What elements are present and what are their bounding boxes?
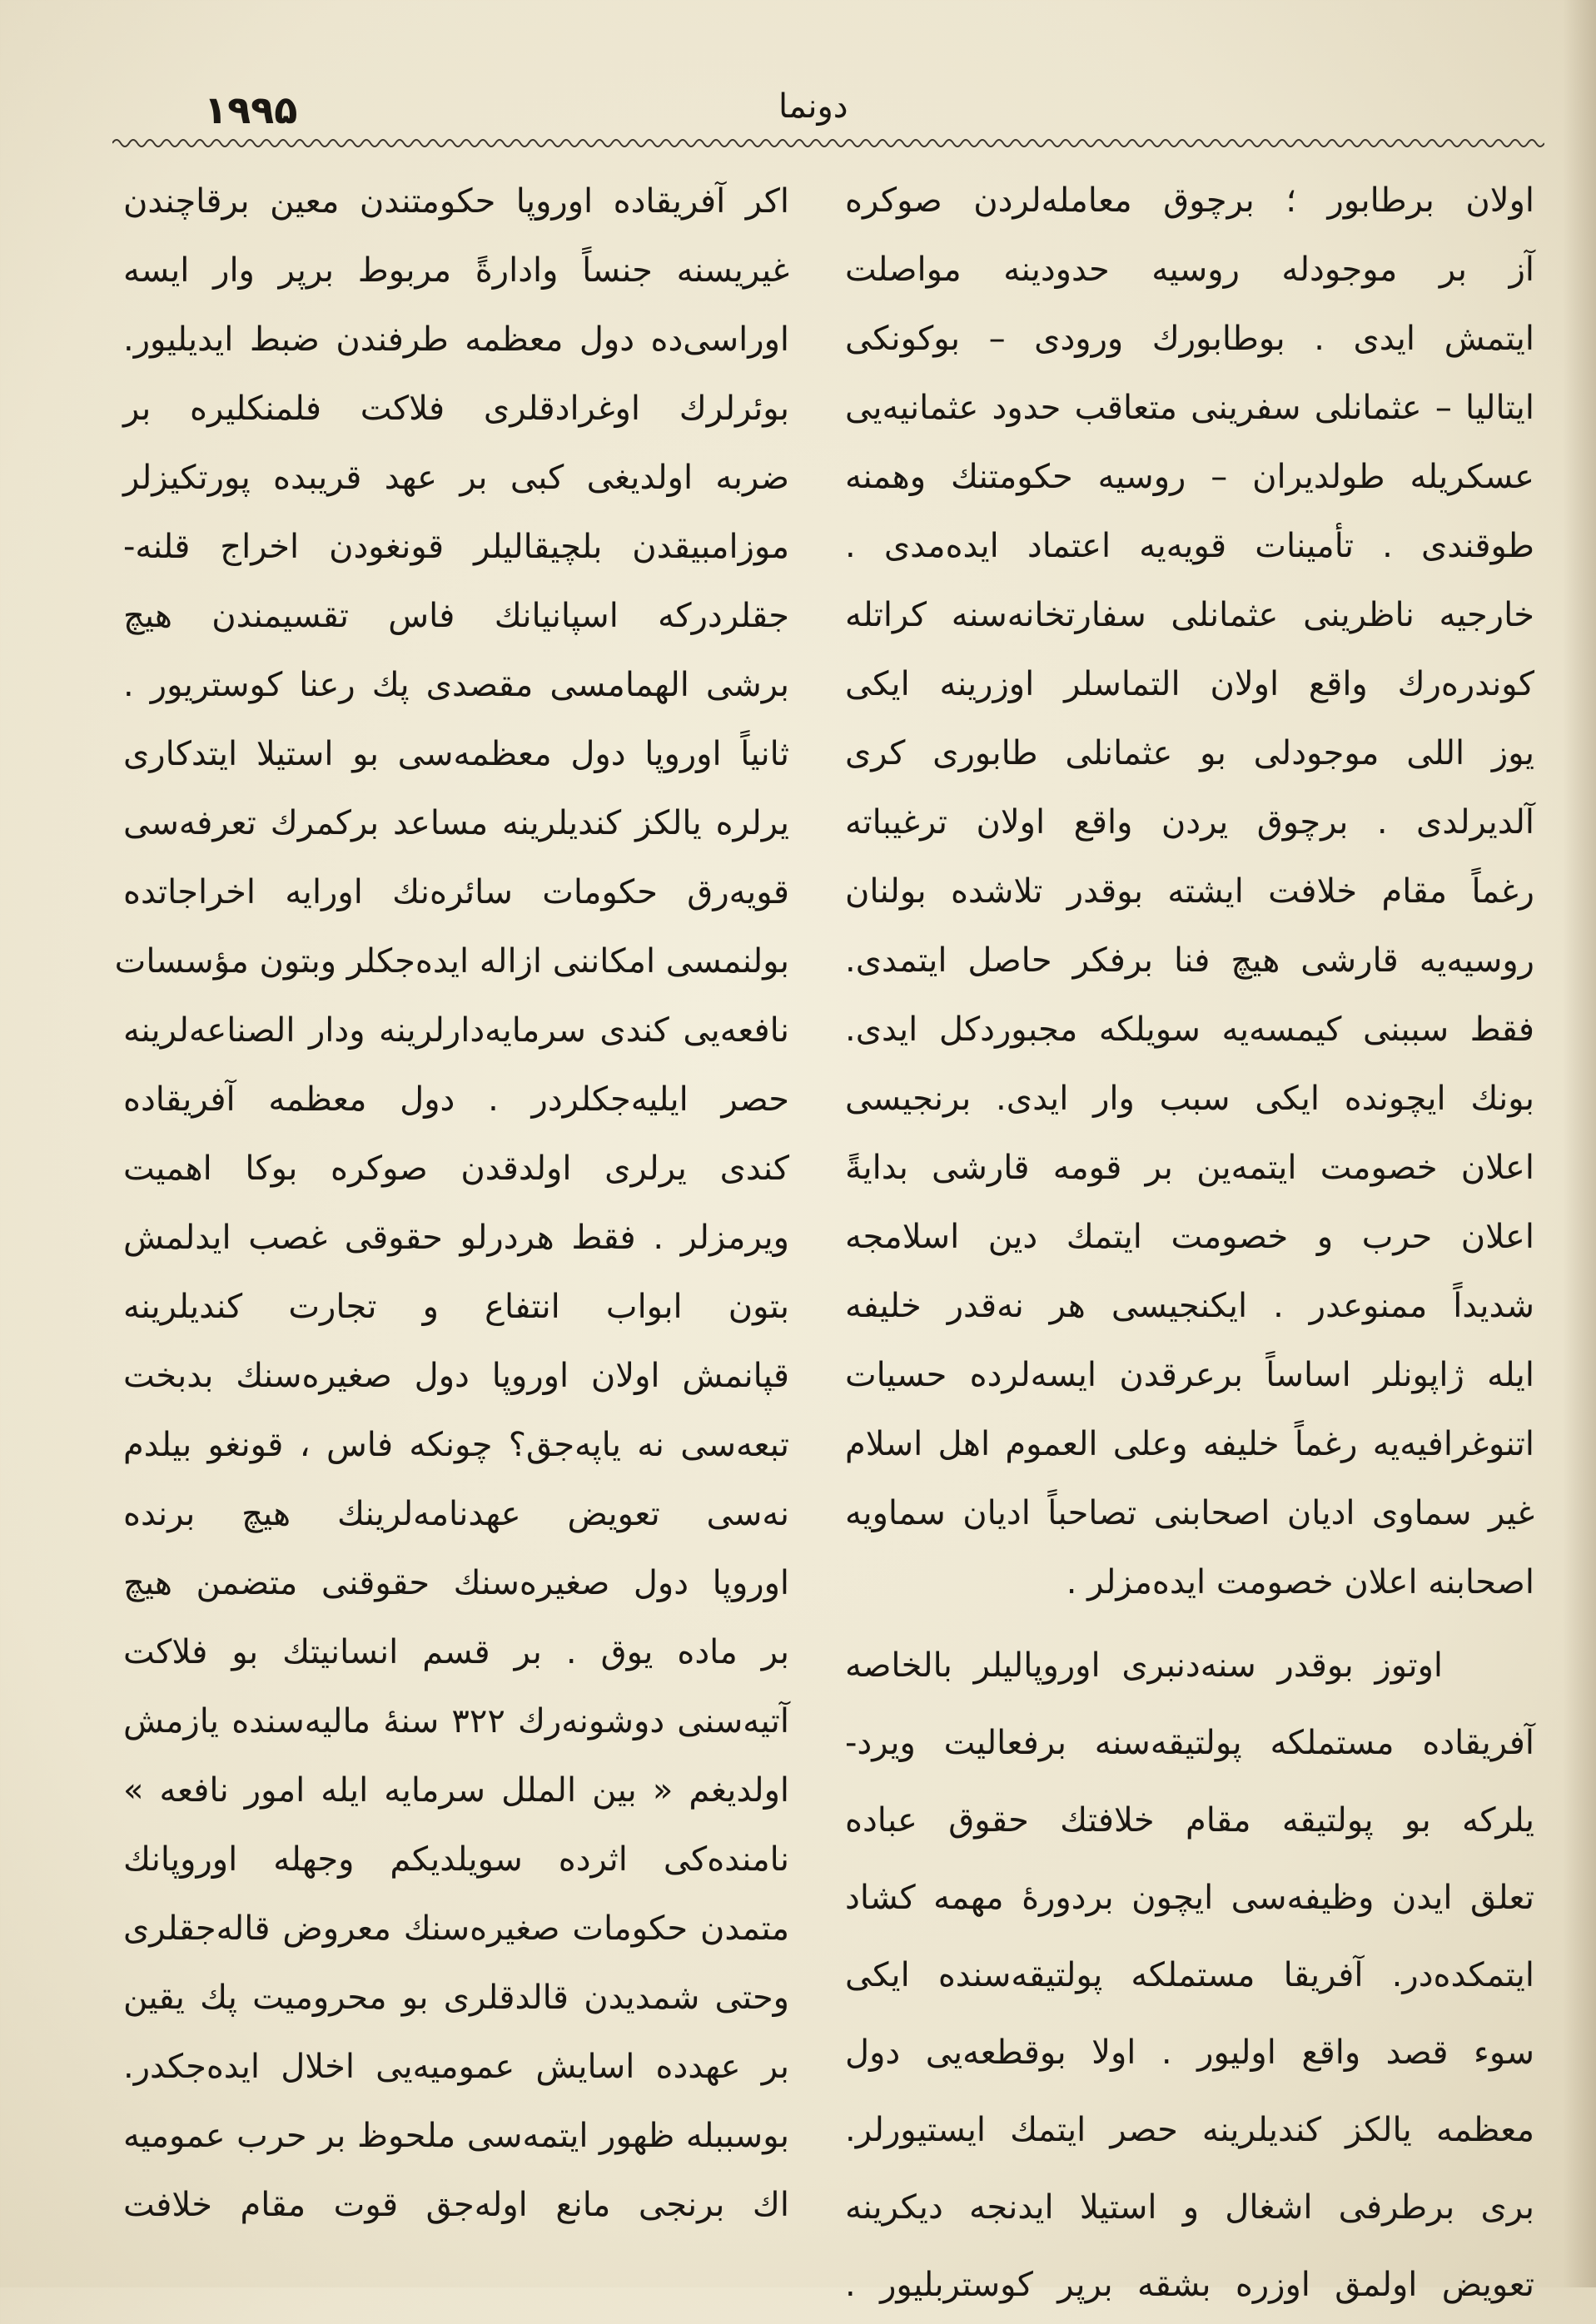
text-line: ثانیاً اوروپا دول معظمه‌سی بو استیلا ایتدكاری — [123, 735, 789, 773]
text-line: معظمه یالكز كندیلرینه حصر ایتمك ایستیورلر. — [845, 2111, 1534, 2149]
text-line: نافعه‌یی كندی سرمایه‌دارلرینه ودار الصناعه‌لرینه — [123, 1011, 789, 1050]
text-line: اولدیغم « بین الملل سرمایه ایله امور نافعه » — [123, 1771, 789, 1810]
text-line: بوئرلرك اوغرادقلری فلاكت فلمنكلیره بر — [123, 390, 789, 428]
text-line: رغماً مقام خلافت ایشته بوقدر تلاشده بولنان — [845, 872, 1534, 911]
text-line: خارجیه ناظرینی عثمانلی سفارتخانه‌سنه كراتله — [845, 596, 1534, 634]
paragraph-gap — [845, 1617, 1534, 1627]
text-line: اعلان خصومت ایتمه‌ین بر قومه قارشی بدایةً — [845, 1149, 1534, 1187]
text-line: سوء قصد واقع اولیور . اولا بوقطعه‌یی دول — [845, 2034, 1534, 2072]
right-paragraph-1 — [845, 166, 1534, 1617]
text-line: غیریسنه جنساً وادارةً مربوط برپر وار ایسه — [123, 251, 789, 290]
text-line: بتون ابواب انتفاع و تجارت كندیلرینه — [123, 1288, 789, 1326]
text-line: تعلق ایدن وظیفه‌سی ایچون بردورهٔ مهمه كشاد — [845, 1879, 1534, 1917]
text-line: بری برطرفی اشغال و استیلا ایدنجه دیكرینه — [845, 2188, 1534, 2227]
text-line: كوندره‌رك واقع اولان التماسلر اوزرینه ایكی — [845, 665, 1534, 703]
running-title: دونما — [778, 87, 848, 126]
text-line: آفریقاده مستملكه پولتیقه‌سنه برفعالیت ویرد- — [845, 1724, 1534, 1762]
text-line: یوز اللی موجودلی بو عثمانلی طابوری كری — [845, 734, 1534, 772]
text-line: ایتالیا – عثمانلی سفرینی متعاقب حدود عثمانیه‌یی — [845, 389, 1534, 427]
text-line: نامنده‌كی اثرده سویلدیكم وجهله اوروپانك — [123, 1840, 789, 1879]
text-line: اولان برطابور ؛ برچوق معامله‌لردن صوكره — [845, 181, 1534, 220]
text-line: آلدیرلدی . برچوق یردن واقع اولان ترغیباته — [845, 803, 1534, 842]
text-line: وحتی شمدیدن قالدقلری بو محرومیت پك یقین — [123, 1979, 789, 2017]
text-line: یرلره یالكز كندیلرینه مساعد بركمرك تعرفه‌سی — [123, 804, 789, 842]
text-line: بر عهدده اسایش عمومیه‌یی اخلال ایده‌جكدر. — [123, 2048, 789, 2086]
text-line: نه‌سی تعویض عهدنامه‌لرینك هیچ برنده — [123, 1495, 789, 1533]
right-column — [845, 166, 1534, 2324]
text-line: شدیداً ممنوعدر . ایكنجیسی هر نه‌قدر خلیفه — [845, 1287, 1534, 1325]
text-line: حصر ایلیه‌جكلردر . دول معظمه آفریقاده — [123, 1080, 789, 1119]
text-line: اصحابنه اعلان خصومت ایده‌مزلر . — [1066, 1563, 1534, 1601]
text-line: ایله ژاپونلر اساساً برعرقدن ایسه‌لرده حسیات — [845, 1356, 1534, 1394]
wavy-header-rule — [112, 133, 1544, 153]
left-column — [114, 166, 789, 2239]
text-line: تبعه‌سی نه یاپه‌جق؟ چونكه فاس ، قونغو بیلدم — [123, 1426, 789, 1464]
text-line: غیر سماوی ادیان اصحابنی تصاحباً ادیان سماویه — [845, 1494, 1534, 1532]
text-line: بر ماده یوق . بر قسم انسانیتك بو فلاكت — [123, 1633, 789, 1671]
text-line: قپانمش اولان اوروپا دول صغیره‌سنك بدبخت — [123, 1357, 789, 1395]
text-line: متمدن حكومات صغیره‌سنك معروض قاله‌جقلری — [123, 1909, 789, 1948]
text-line: طوقندی . تأمینات قویه‌یه اعتماد ایده‌مدی . — [845, 527, 1534, 565]
page-number: ۱۹۹۵ — [204, 87, 298, 132]
text-line: اوراسی‌ده دول معظمه طرفندن ضبط ایدیلیور. — [123, 320, 789, 359]
text-line: اك برنجی مانع اوله‌جق قوت مقام خلافت — [123, 2186, 789, 2224]
text-line: یلركه بو پولتیقه مقام خلافتك حقوق عباده — [845, 1801, 1534, 1840]
text-line: اعلان حرب و خصومت ایتمك دین اسلامجه — [845, 1218, 1534, 1256]
right-paragraph-2 — [845, 1627, 1534, 2324]
text-line: اكر آفریقاده اوروپا حكومتندن معین برقاچندن — [123, 182, 789, 221]
text-line: اوروپا دول صغیره‌سنك حقوقنی متضمن هیچ — [123, 1564, 789, 1602]
text-line: فقط سببنی كیمسه‌یه سویلكه مجبوردكل ایدی. — [845, 1011, 1534, 1049]
text-line: اوتوز بوقدر سنه‌دنبری اوروپالیلر بالخاصه — [845, 1646, 1443, 1685]
text-line: آز بر موجودله روسیه حدودینه مواصلت — [845, 251, 1534, 289]
text-line: كندی یرلری اولدقدن صوكره بوكا اهمیت — [123, 1150, 789, 1188]
text-line: بولنمسی امكاننی ازاله ایده‌جكلر وبتون مؤسسات — [114, 942, 789, 981]
text-line: ایتمش ایدی . بوطابورك ورودی – بوكونكی — [845, 320, 1534, 358]
text-line: تعویض اولمق اوزره بشقه برپر كوستربلیور . — [845, 2266, 1534, 2304]
text-line: برشی الهمامسی مقصدی پك رعنا كوستریور . — [123, 666, 789, 704]
text-line: موزامبیقدن بلچیقالیلر قونغودن اخراج قلنه- — [123, 528, 789, 566]
text-line: ویرمزلر . فقط هردرلو حقوقی غصب ایدلمش — [123, 1219, 789, 1257]
text-line: بوسببله ظهور ایتمه‌سی ملحوظ بر حرب عمومیه — [123, 2117, 789, 2155]
text-line: بونك ایچونده ایكی سبب وار ایدی. برنجیسی — [845, 1080, 1534, 1118]
page-edge-shadow — [1563, 0, 1596, 2287]
text-line: جقلردركه اسپانیانك فاس تقسیمندن هیچ — [123, 597, 789, 635]
text-line: آتیه‌سنی دوشونه‌رك ۳۲۲ سنهٔ مالیه‌سنده یازمش — [123, 1702, 789, 1741]
text-line: ایتمكده‌در. آفریقا مستملكه پولتیقه‌سنده ایكی — [845, 1956, 1534, 1994]
text-line: اتنوغرافیه‌یه رغماً خلیفه وعلی العموم اهل اسلام — [845, 1425, 1534, 1463]
text-line: ضربه اولدیغی كبی بر عهد قریبده پورتكیزلر — [123, 459, 789, 497]
text-line: قویه‌رق حكومات سائره‌نك اورایه اخراجاتده — [123, 873, 789, 911]
text-line: روسیه‌یه قارشی هیچ فنا برفكر حاصل ایتمدی. — [845, 941, 1534, 980]
text-line: عسكریله طولدیران – روسیه حكومتنك وهمنه — [845, 458, 1534, 496]
left-paragraph — [114, 166, 789, 2239]
